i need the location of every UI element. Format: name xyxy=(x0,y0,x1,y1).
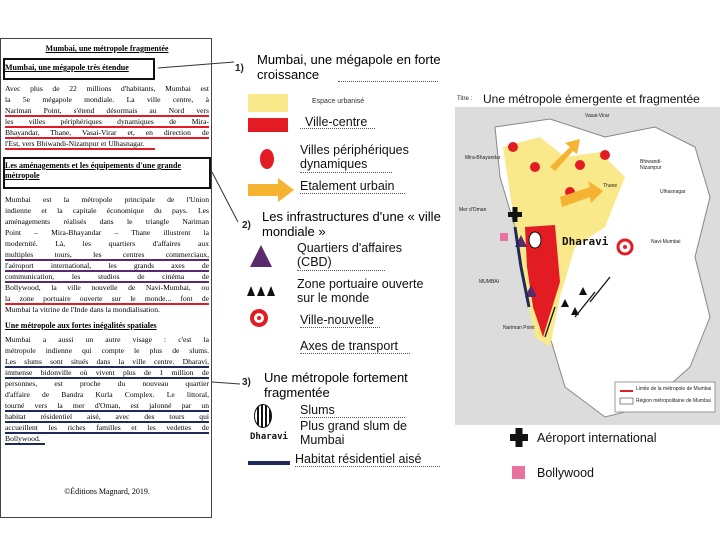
doc-line: immense bidonville où vivent plus de 1 million de xyxy=(5,368,209,377)
legend-item-biggest-slum: Plus grand slum de Mumbai xyxy=(300,419,408,447)
doc-line: accueillent les riches familles et les vedettes de xyxy=(5,423,209,432)
map-label: Ulhasnagar xyxy=(660,189,686,195)
doc-line: Bollywood, la ville nouvelle de Navi-Mumbai, ou xyxy=(5,283,209,292)
legend-item-peripheral-cities: Villes périphériques dynamiques xyxy=(300,143,409,171)
legend-item-port-zone: Zone portuaire ouverte sur le monde xyxy=(297,277,424,305)
dotted-line xyxy=(300,172,392,173)
map-footer-label: Région métropolitaine de Mumbai xyxy=(636,398,711,404)
doc-line: communication, les studios de cinéma de xyxy=(5,272,209,281)
map-label: Bhiwandi-Nizampur xyxy=(640,159,662,171)
section-heading-3: Une métropole aux fortes inégalités spatiales xyxy=(5,321,157,330)
urban-space-swatch xyxy=(248,94,288,112)
dotted-line xyxy=(300,417,405,418)
map-title: Une métropole émergente et fragmentée xyxy=(483,92,700,106)
dotted-line xyxy=(300,327,380,328)
doc-line: Mumbai la vitrine de l'Inde dans la mondialisation. xyxy=(5,305,160,314)
wealthy-housing-line xyxy=(248,461,290,465)
doc-line: indienne et la capitale économique du pays. Les xyxy=(5,206,209,215)
map-label: MUMBAI xyxy=(479,279,499,285)
document-title: Mumbai, une métropole fragmentée xyxy=(45,44,169,53)
doc-line: modernité. Là, les quartiers d'affaires aux xyxy=(5,239,209,248)
doc-line: personnes, est proche du nouveau quartier xyxy=(5,379,209,388)
doc-line: d'affaire de Bandra Kurla Complex. Le littoral, xyxy=(5,390,209,399)
dotted-line xyxy=(297,270,385,271)
map-footer-label: Limite de la métropole de Mumbai xyxy=(636,386,712,392)
legend-item-business-district: Quartiers d'affaires (CBD) xyxy=(297,241,402,269)
legend-title-3: Une métropole fortement fragmentée xyxy=(264,370,408,400)
doc-line: Bhayandar, Thane, Vasai-Virar et, en direction de xyxy=(5,128,209,137)
section-number-2: 2) xyxy=(242,220,251,231)
map-dharavi-label: Dharavi xyxy=(562,235,609,248)
doc-line: aménagements réalisés dans le triangle Nariman xyxy=(5,217,209,226)
doc-line: l'Est, vers Bhiwandi-Nizampur et Ulhasnagar. xyxy=(5,139,145,148)
legend-item-city-centre: Ville-centre xyxy=(305,115,368,129)
section-number-3: 3) xyxy=(242,377,251,388)
urban-sprawl-arrow xyxy=(246,177,296,203)
map-label: Vasai-Virar xyxy=(585,113,610,119)
port-zone-icon xyxy=(247,284,275,298)
legend-item-urban-sprawl: Etalement urbain xyxy=(300,179,395,193)
doc-line: habitat résidentiel aisé, avec des tours qui xyxy=(5,412,209,421)
doc-line: Point – Mira-Bhayandar – Thane illustrent la xyxy=(5,228,209,237)
legend-item-transport: Axes de transport xyxy=(300,339,398,353)
doc-line: Nariman Point, s'étend désormais au Nord vers xyxy=(5,106,209,115)
legend-item-wealthy-housing: Habitat résidentiel aisé xyxy=(295,452,422,466)
doc-line: Bollywood. xyxy=(5,434,41,443)
section-heading-1: Mumbai, une mégapole très étendue xyxy=(5,63,129,72)
new-town-circle xyxy=(250,309,268,327)
doc-line: l'aéroport international, les grands axes de xyxy=(5,261,209,270)
doc-line: métropole indienne qui compte le plus de slums. xyxy=(5,346,209,355)
map-title-label: Titre : xyxy=(457,96,473,102)
doc-line: les villes périphériques dynamiques de Mira- xyxy=(5,117,209,126)
doc-line: la zone portuaire ouverte sur le monde... font de xyxy=(5,294,209,303)
dotted-line xyxy=(338,81,438,82)
doc-line: Mumbai est la métropole principale de l'Union xyxy=(5,195,209,204)
map-title-bar xyxy=(455,92,720,107)
legend-item-airport: Aéroport international xyxy=(537,431,657,445)
slum-symbol xyxy=(254,404,272,428)
legend-item-bollywood: Bollywood xyxy=(537,466,594,480)
map-label: Nariman Point xyxy=(503,325,535,331)
map-label: Navi-Mumbai xyxy=(651,239,681,245)
peripheral-city-dot xyxy=(260,149,274,169)
bollywood-swatch xyxy=(512,466,525,479)
mumbai-map xyxy=(455,107,720,425)
dotted-line xyxy=(295,466,440,467)
urban-space-label: Espace urbanisé xyxy=(312,98,365,105)
business-district-triangle xyxy=(249,244,273,268)
legend-title-2: Les infrastructures d'une « ville mondiale » xyxy=(262,209,441,239)
dotted-line xyxy=(300,353,410,354)
legend-item-slums: Slums xyxy=(300,403,335,417)
section-number-1: 1) xyxy=(235,63,244,74)
doc-line: la 5e mégapole mondiale. La ville centre, à xyxy=(5,95,209,104)
map-label: Thane xyxy=(603,183,618,189)
airport-icon xyxy=(510,428,530,448)
legend-item-new-town: Ville-nouvelle xyxy=(300,313,375,327)
legend-title-1: Mumbai, une mégapole en forte croissance xyxy=(257,52,441,82)
map-label: Mira-Bhayandar xyxy=(465,155,501,161)
dotted-line xyxy=(300,193,405,194)
doc-line: Avec plus de 22 millions d'habitants, Mumbai est xyxy=(5,84,209,93)
dotted-line xyxy=(300,128,375,129)
section-heading-2: Les aménagements et les équipements d'une grande métropole xyxy=(5,161,181,180)
legend-dharavi-label: Dharavi xyxy=(250,432,288,442)
doc-line: tourné vers la mer d'Oman, est jalonné par un xyxy=(5,401,209,410)
doc-line: Mumbai a aussi un autre visage : c'est la xyxy=(5,335,209,344)
doc-line: multiples tours, les centres commerciaux, xyxy=(5,250,209,259)
document-credit: ©Éditions Magnard, 2019. xyxy=(64,487,150,496)
city-centre-swatch xyxy=(248,118,288,132)
map-label: Mer d'Oman xyxy=(459,207,487,213)
doc-line: Les slums sont situés dans la ville centre. Dharavi, xyxy=(5,357,209,366)
